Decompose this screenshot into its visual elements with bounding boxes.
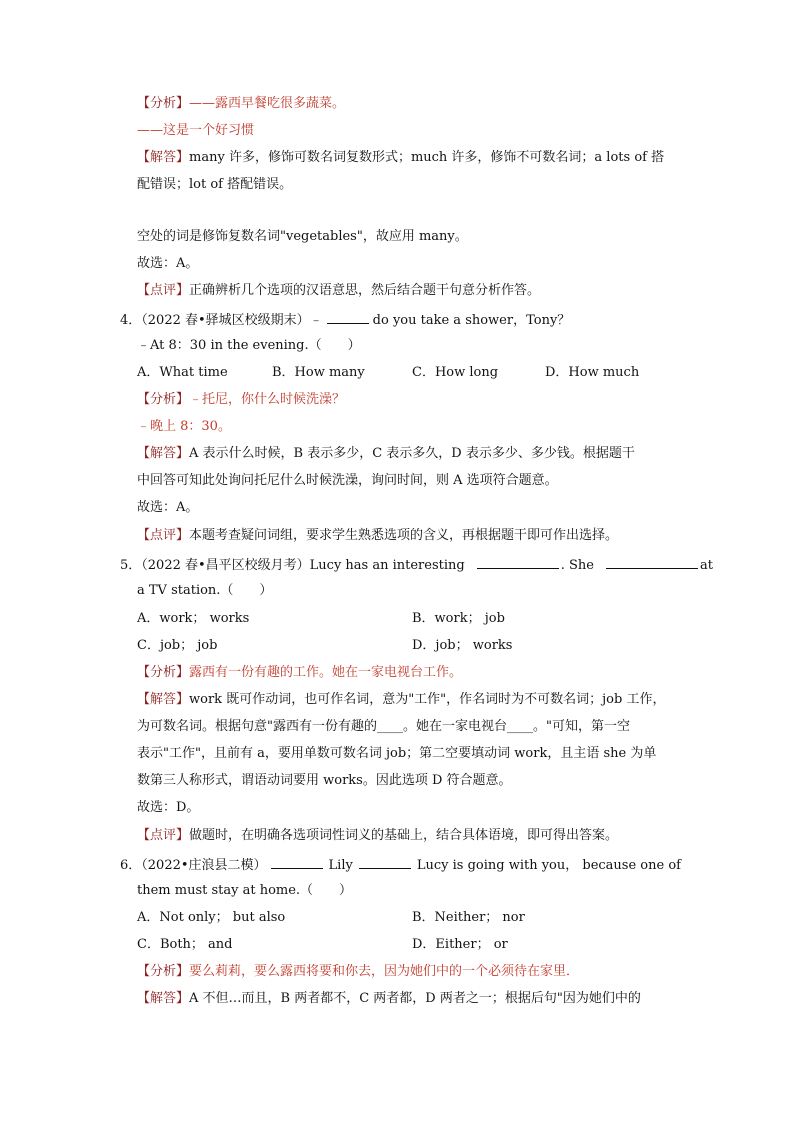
q5-stem-line2: a TV station.（ ） (137, 583, 273, 598)
answer-blank-2 (359, 854, 411, 869)
question-number: 6． (120, 858, 142, 873)
comment-label: 【点评】 (137, 283, 190, 298)
q5-solution-line1: 【解答】work 既可作动词，也可作名词，意为"工作"，作名词时为不可数名词；job 工作， (137, 692, 666, 707)
q4-stem: 4．（2022 春•驿城区校级期末）﹣ do you take a shower，Tony？ (120, 309, 680, 329)
option-d[interactable]: D．job； works (412, 638, 513, 653)
q4-options (137, 363, 697, 383)
comment-label: 【点评】 (137, 528, 190, 543)
q3-comment: 【点评】正确辨析几个选项的汉语意思，然后结合题干句意分析作答。 (137, 283, 541, 298)
option-c[interactable]: C．Both； and (137, 937, 233, 952)
q5-choice: 故选：D。 (137, 800, 200, 815)
q5-options-row2 (137, 636, 697, 656)
analysis-label: 【分析】 (137, 96, 190, 111)
q3-solution-line3: 空处的词是修饰复数名词"vegetables"，故应用 many。 (137, 229, 468, 244)
q5-solution-line4: 数第三人称形式，谓语动词要用 works。因此选项 D 符合题意。 (137, 773, 512, 788)
analysis-label: 【分析】 (137, 665, 190, 680)
option-a[interactable]: A．What time (137, 365, 228, 380)
q4-solution-line1: 【解答】A 表示什么时候，B 表示多少，C 表示多久，D 表示多少、多少钱。根据题干 (137, 446, 635, 461)
q6-stem: 6．（2022•庄浪县二模） Lily Lucy is going with you， because one of (120, 854, 680, 874)
option-d[interactable]: D．Either； or (412, 937, 508, 952)
answer-blank (327, 309, 369, 324)
answer-blank-2 (606, 554, 698, 569)
option-b[interactable]: B．How many (272, 365, 365, 380)
q6-stem-line2: them must stay at home.（ ） (137, 883, 353, 898)
q5-analysis: 【分析】露西有一份有趣的工作。她在一家电视台工作。 (137, 665, 463, 680)
solution-label: 【解答】 (137, 150, 190, 165)
answer-blank-1 (477, 554, 559, 569)
solution-label: 【解答】 (137, 446, 190, 461)
comment-label: 【点评】 (137, 828, 190, 843)
solution-label: 【解答】 (137, 991, 190, 1006)
option-c[interactable]: C．How long (412, 365, 499, 380)
solution-label: 【解答】 (137, 692, 190, 707)
q4-comment: 【点评】本题考查疑问词组，要求学生熟悉选项的含义，再根据题干即可作出选择。 (137, 528, 619, 543)
q5-solution-line2: 为可数名词。根据句意"露西有一份有趣的____。她在一家电视台____。"可知，第一空 (137, 719, 630, 734)
q3-analysis-line1: 【分析】——露西早餐吃很多蔬菜。 (137, 96, 346, 111)
q6-options-row1 (137, 908, 697, 928)
q4-choice: 故选：A。 (137, 500, 199, 515)
q3-solution-line2: 配错误；lot of 搭配错误。 (137, 177, 293, 192)
option-b[interactable]: B．work； job (412, 611, 505, 626)
question-number: 5． (120, 558, 142, 573)
q3-analysis-line2: ——这是一个好习惯 (137, 123, 255, 138)
q3-choice: 故选：A。 (137, 256, 199, 271)
q4-stem-line2: ﹣At 8：30 in the evening.（ ） (137, 338, 361, 353)
q6-analysis: 【分析】要么莉莉，要么露西将要和你去，因为她们中的一个必须待在家里． (137, 964, 580, 979)
q6-solution-line1: 【解答】A 不但…而且，B 两者都不，C 两者都，D 两者之一；根据后句"因为她们中的 (137, 991, 641, 1006)
option-b[interactable]: B．Neither； nor (412, 910, 525, 925)
analysis-label: 【分析】 (137, 392, 190, 407)
option-a[interactable]: A．Not only； but also (137, 910, 286, 925)
q5-stem: 5．（2022 春•昌平区校级月考）Lucy has an interesting . She at (120, 554, 680, 574)
q4-analysis-line1: 【分析】﹣托尼，你什么时候洗澡？ (137, 392, 346, 407)
option-d[interactable]: D．How much (545, 365, 640, 380)
q5-options-row1 (137, 609, 697, 629)
option-a[interactable]: A．work； works (137, 611, 250, 626)
option-c[interactable]: C．job； job (137, 638, 218, 653)
answer-blank-1 (271, 854, 323, 869)
q5-comment: 【点评】做题时，在明确各选项词性词义的基础上，结合具体语境，即可得出答案。 (137, 828, 619, 843)
q4-solution-line2: 中回答可知此处询问托尼什么时候洗澡，询问时间，则 A 选项符合题意。 (137, 473, 558, 488)
q3-solution-line1: 【解答】many 许多，修饰可数名词复数形式；much 许多，修饰不可数名词；a lots of 搭 (137, 150, 665, 165)
q5-solution-line3: 表示"工作"，且前有 a，要用单数可数名词 job；第二空要填动词 work，且主语 she 为单 (137, 746, 657, 761)
q6-options-row2 (137, 935, 697, 955)
question-number: 4． (120, 313, 142, 328)
analysis-label: 【分析】 (137, 964, 190, 979)
q4-analysis-line2: ﹣晚上 8：30。 (137, 419, 231, 434)
